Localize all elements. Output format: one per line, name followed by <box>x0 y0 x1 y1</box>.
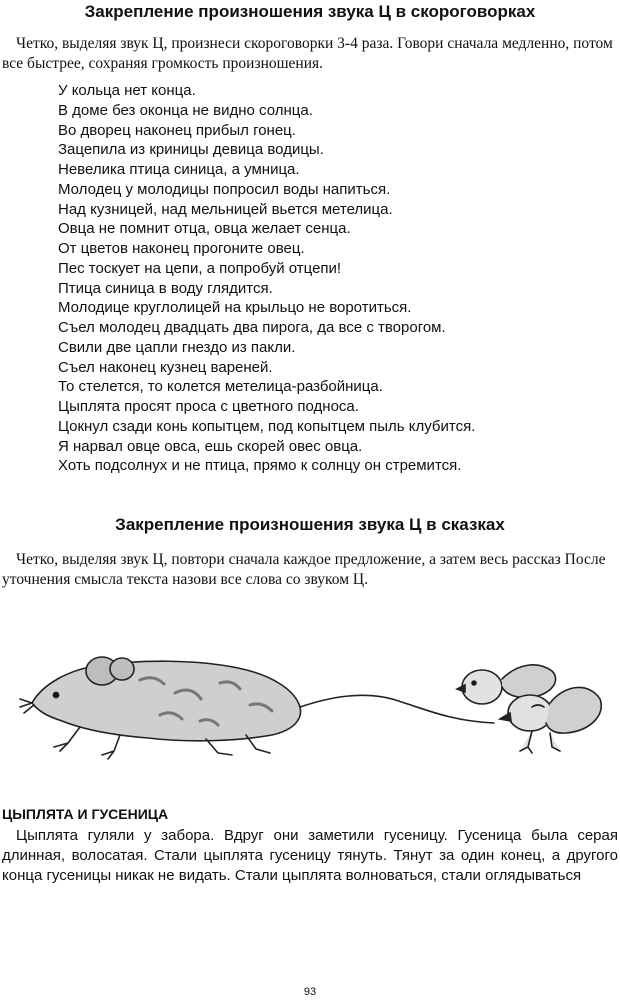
tongue-twister-item: Овца не помнит отца, овца желает сенца. <box>58 220 351 238</box>
mouse-illustration <box>20 657 494 759</box>
tongue-twister-item: Я нарвал овце овса, ешь скорей овес овца. <box>58 437 363 455</box>
tongue-twisters-instructions: Четко, выделяя звук Ц, произнеси скороговорки 3-4 раза. Говори сначала медленно, потом все быстрее, сохраняя громкость произношения. <box>2 35 613 72</box>
section-title-tongue-twisters: Закрепление произношения звука Ц в скороговорках <box>84 2 536 21</box>
tongue-twister-item: У кольца нет конца. <box>58 82 196 99</box>
tongue-twister-item: Птица синица в воду глядится. <box>58 279 273 297</box>
tongue-twister-item: Молодец у молодицы попросил воды напиться. <box>58 180 391 198</box>
stories-instructions: Четко, выделяя звук Ц, повтори сначала каждое предложение, а затем весь рассказ После уточнения смысла текста назови все слова со звуком Ц. <box>2 551 606 588</box>
tongue-twister-item: От цветов наконец прогоните овец. <box>58 240 305 257</box>
tongue-twister-item: Зацепила из криницы девица водицы. <box>58 141 324 159</box>
page-number: 93 <box>303 986 317 998</box>
tongue-twister-list <box>58 81 598 476</box>
illustration-mouse-and-chicks <box>10 635 615 775</box>
tongue-twister-item: Невелика птица синица, а умница. <box>58 161 300 178</box>
tongue-twister-item: Над кузницей, над мельницей вьется метелица. <box>58 200 393 218</box>
tongue-twister-item: В доме без оконца не видно солнца. <box>58 101 313 119</box>
tongue-twister-item: Съел молодец двадцать два пирога, да все с творогом. <box>58 319 446 336</box>
tongue-twister-item: Во дворец наконец прибыл гонец. <box>58 121 296 139</box>
story-title: ЦЫПЛЯТА И ГУСЕНИЦА <box>2 806 169 822</box>
tongue-twister-item: Цокнул сзади конь копытцем, под копытцем пыль клубится. <box>58 417 476 435</box>
tongue-twister-item: Хоть подсолнух и не птица, прямо к солнцу он стремится. <box>58 457 462 475</box>
tongue-twister-item: Свили две цапли гнездо из пакли. <box>58 338 296 356</box>
tongue-twister-item: То стелется, то колется метелица-разбойница. <box>58 378 383 396</box>
tongue-twister-item: Пес тоскует на цепи, а попробуй отцепи! <box>58 259 342 277</box>
tongue-twister-item: Цыплята просят проса с цветного подноса. <box>58 398 359 415</box>
chick-illustration <box>500 687 601 753</box>
section-title-stories: Закрепление произношения звука Ц в сказках <box>115 515 505 534</box>
tongue-twister-item: Съел наконец кузнец вареней. <box>58 358 273 376</box>
story-text: Цыплята гуляли у забора. Вдруг они заметили гусеницу. Гусеница была серая длинная, волосатая. Стали цыплята гусеницу тянуть. Тянут за один конец, а другого конца гусеницы никак не видать. Стали цыплята волноваться, стали оглядываться <box>2 827 618 884</box>
tongue-twister-item: Молодице круглолицей на крыльцо не воротиться. <box>58 299 412 317</box>
